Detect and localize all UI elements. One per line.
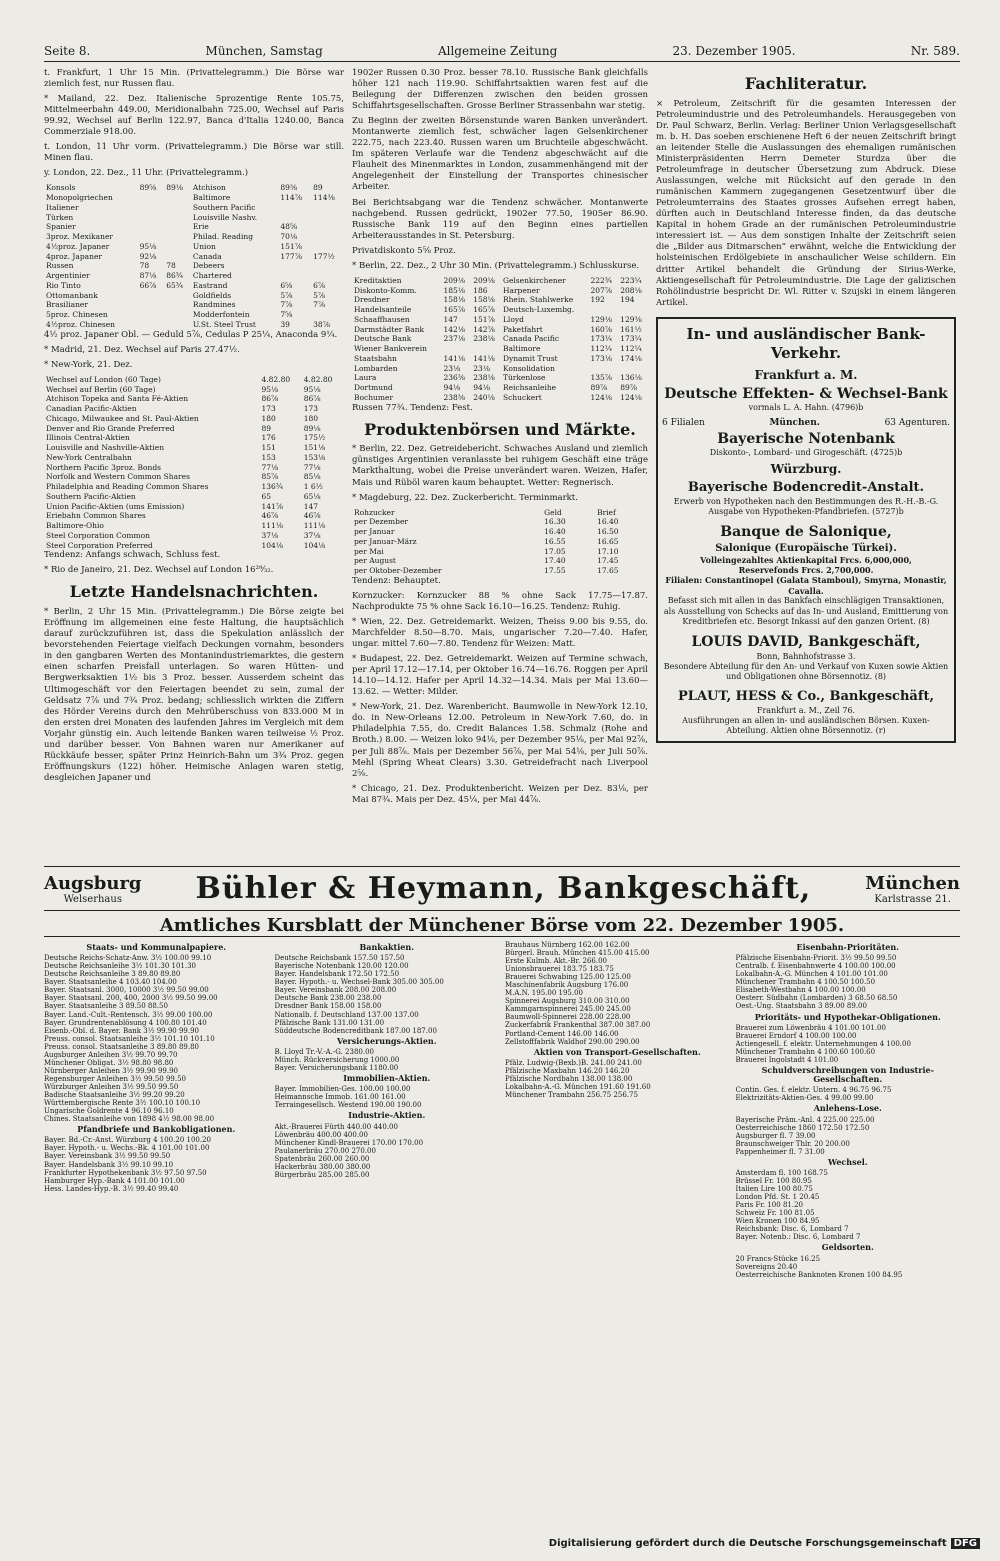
list-item: Württembergische Rente 3½ 100.10 100.10 xyxy=(44,1099,201,1108)
table-row: Wiener Bankverein Baltimore 112¼ 112¼ xyxy=(354,344,642,354)
ad4-capital: Volleingezahltes Aktienkapital Frcs. 6,000,000, xyxy=(700,554,912,565)
list-item: Portland-Cement 146.00 146.00 xyxy=(505,1029,619,1038)
ad4-sub: Salonique (Europäische Türkei). xyxy=(715,542,897,554)
table-row: Louisville and Nashville-Aktien 151 151⅛ xyxy=(46,443,326,453)
list-item: Augsburger Anleihen 3½ 99.70 99.70 xyxy=(44,1050,178,1059)
page-header xyxy=(44,44,960,62)
ad3-name: Bayerische Bodencredit-Anstalt. xyxy=(687,479,925,495)
london-telegram: y. London, 22. Dez., 11 Uhr. (Privattelegramm.) xyxy=(44,168,249,179)
table-row: Rio Tinto 66⅞ 65¾ Eastrand 6⅝ 6⅞ xyxy=(46,280,326,290)
table-row: Illinois Central-Aktien 176 175½ xyxy=(46,433,326,443)
bank-banner xyxy=(44,866,960,911)
list-item: Süddeutsche Bodencreditbank 187.00 187.00 xyxy=(274,1026,437,1035)
sugar-tendency: Tendenz: Behauptet. xyxy=(352,575,441,586)
table-row: per Januar 16.40 16.50 xyxy=(354,527,619,537)
table-row: Atchison Topeka and Santa Fé-Aktien 86⅞ 86⅞ xyxy=(46,394,321,404)
ad4-text: Befasst sich mit allen in das Bankfach einschlägigen Transaktionen, als Ausstellung von Schecks auf das In- und Ausland, Emittierung von Kreditbriefen etc. Besorgt Inkassi auf den ganzen Orient. (8) xyxy=(663,596,949,626)
list-item: Dresdner Bank 158.00 158.00 xyxy=(274,1002,382,1011)
table-row: Laura 236⅜ 238⅛ Türkenlose 135⅞ 136⅛ xyxy=(354,373,642,383)
list-item: Bürgerl. Brauh. München 415.00 415.00 xyxy=(505,949,650,958)
kursblatt-title: Amtliches Kursblatt der Münchener Börse vom 22. Dezember 1905. xyxy=(44,915,960,937)
list-item: Bayer. Staatsanl. 3000, 10000 3½ 99.50 99.00 xyxy=(44,986,209,995)
list-item: Preuss. consol. Staatsanleihe 3 89.80 89.80 xyxy=(44,1042,200,1051)
newyork-heading: * New-York, 21. Dez. xyxy=(44,359,133,370)
column-3 xyxy=(656,68,956,858)
list-item: Schweiz Fr. 100 81.05 xyxy=(735,1209,815,1218)
list-item: Bayer. Grundrentenablösung 4 100.80 101.40 xyxy=(44,1018,207,1027)
list-item: Hackerbräu 380.00 380.00 xyxy=(274,1162,371,1171)
list-item: Bayerische Notenbank 120.00 120.00 xyxy=(274,962,409,971)
banner-center: Bühler & Heymann, Bankgeschäft, xyxy=(195,871,812,906)
list-item: Augsburger fl. 7 39.00 xyxy=(735,1131,816,1140)
russen-note: Russen 77¾. Tendenz: Fest. xyxy=(352,402,473,413)
list-item: Deutsche Bank 238.00 238.00 xyxy=(274,994,382,1003)
ad5-name: LOUIS DAVID, Bankgeschäft, xyxy=(691,634,921,651)
table-row: Lombarden 23⅛ 23⅛ Konsolidation xyxy=(354,363,555,373)
table-row: Chicago, Milwaukee and St. Paul-Aktien 180 180 xyxy=(46,413,319,423)
list-item: Oesterr. Südbahn (Lombarden) 3 68.50 68.50 xyxy=(735,994,898,1003)
table-row: Türken Louisville Nashv. xyxy=(46,212,258,222)
table-row: Darmstädter Bank 142⅛ 142⅞ Paketfahrt 160⅞ 161½ xyxy=(354,324,642,334)
ad3-city: Würzburg. xyxy=(770,462,842,477)
list-item: Oest.-Ung. Staatsbahn 3 89.00 89.00 xyxy=(735,1002,867,1011)
section-title-latest: Letzte Handelsnachrichten. xyxy=(69,582,319,602)
berlin-closing-heading: * Berlin, 22. Dez., 2 Uhr 30 Min. (Privattelegramm.) Schlusskurse. xyxy=(352,260,640,271)
page-number: Seite 8. xyxy=(44,44,91,58)
kursblatt-col-4: Eisenbahn-Prioritäten. Pfälzische Eisenbahn-Priorit. 3½ 99.50 99.50 Centralb. f. Eisenbahnwerte 4 100.00 100.00 Lokalbahn-A.-G. München 4 101.00 101.00 Münchener Trambahn 4 100.50 100.50 Elisabeth-Westbahn 4 100.00 100.00 Oesterr. Südbahn (Lombarden) 3 68.50 68.50 Oest.-Ung. Staatsbahn 3 89.00 89.00 Prioritäts- und Hypothekar-Obligationen. Brauerei zum Löwenbräu 4 101.00 101.00 Brauerei Erndorf 4 100.00 100.00 Actiengesell. f. elektr. Unternehmungen 4 100.00 Münchener Trambahn 4 100.60 100.60 Brauerei Ingolstadt 4 101.00 Schuldverschreibungen von Industrie-Gesellschaften. Contin. Ges. f. elektr. Untern. 4 96.75 96.75 Elektrizitäts-Aktien-Ges. 4 99.00 99.00 Anlehens-Lose. Bayerische Präm.-Anl. 4 225.00 225.00 Oesterreichische 1860 172.50 172.50 Augsburger fl. 7 39.00 Braunschweiger Thlr. 20 200.00 Pappenheimer fl. 7 31.00 Wechsel. Amsterdam fl. 100 168.75 Brüssel Fr. 100 80.95 Italien Lire 100 80.75 London Pfd. St. 1 20.45 Paris Fr. 100 81.20 Schweiz Fr. 100 81.05 Wien Kronen 100 84.95 Reichsbank: Disc. 6, Lombard 7 Bayer. Notenb.: Disc. 6, Lombard 7 Geldsorten. 20 Francs-Stücke 16.25 Sovereigns 20.40 Oesterreichische Banknoten Kronen 100 84.95 xyxy=(736,941,961,1421)
table-row: Union Pacific-Aktien (ums Emission) 141⅞ 147 xyxy=(46,501,319,511)
table-row: Italiener Southern Pacific xyxy=(46,202,256,212)
kursblatt-col-2: Bankaktien. Deutsche Reichsbank 157.50 157.50 Bayerische Notenbank 120.00 120.00 Bayer. Handelsbank 172.50 172.50 Bayer. Hypoth.- u. Wechsel-Bank 305.00 305.00 Bayer. Vereinsbank 208.00 208.00 Deutsche Bank 238.00 238.00 Dresdner Bank 158.00 158.00 Nationalb. f. Deutschland 137.00 137.00 Pfälzische Bank 131.00 131.00 Süddeutsche Bodencreditbank 187.00 187.00 Versicherungs-Aktien. B. Lloyd Tr.-V.-A.-G. 2380.00 Münch. Rückversicherung 1000.00 Bayer. Versicherungsbank 1180.00 Immobilien-Aktien. Bayer. Immobilien-Ges. 100.00 100.00 Heimannsche Immob. 161.00 161.00 Terraingesellsch. Westend 190.00 190.00 Industrie-Aktien. Akt.-Brauerei Fürth 440.00 440.00 Löwenbräu 400.00 400.00 Münchener Kindl-Brauerei 170.00 170.00 Paulanerbräu 270.00 270.00 Spatenbräu 260.00 260.00 Hackerbräu 380.00 380.00 Bürgerbräu 285.00 285.00 xyxy=(275,941,500,1421)
list-item: Pfälzische Eisenbahn-Priorit. 3½ 99.50 99.50 xyxy=(735,954,897,963)
ad2-right: 63 Agenturen. xyxy=(884,417,950,428)
section-title-literature: Fachliteratur. xyxy=(744,74,868,93)
table-row: Philadelphia and Reading Common Shares 136¾ 1 6½ xyxy=(46,482,323,492)
ad2-left: 6 Filialen xyxy=(662,417,705,428)
list-item: Lokalbahn-A.-G. München 4 101.00 101.00 xyxy=(735,970,888,979)
list-item: Akt.-Brauerei Fürth 440.00 440.00 xyxy=(274,1122,398,1131)
table-row: Staatsbahn 141⅛ 141⅛ Dynamit Trust 173⅛ 174⅛ xyxy=(354,353,642,363)
ad4-branches: Filialen: Constantinopel (Galata Stamboul), Smyrna, Monastir, Cavalla. xyxy=(665,575,947,596)
table-row: Argentinier 87⅛ 86¾ Chartered xyxy=(46,271,232,281)
digitization-footer: Digitalisierung gefördert durch die Deutsche Forschungsgemeinschaft DFG xyxy=(549,1538,980,1549)
list-item: Paulanerbräu 270.00 270.00 xyxy=(274,1146,376,1155)
list-item: Münchener Kindl-Brauerei 170.00 170.00 xyxy=(274,1138,424,1147)
table-row: per August 17.40 17.45 xyxy=(354,556,619,566)
table-row: Steel Corporation Common 37⅛ 37⅛ xyxy=(46,530,321,540)
issue-date: 23. Dezember 1905. xyxy=(672,44,796,58)
table-row: 4proz. Japaner 92⅛ Canada 177⅞ 177½ xyxy=(46,251,335,261)
berlin-report: * Berlin, 2 Uhr 15 Min. (Privattelegramm.) Die Börse zeigte bei Eröffnung im allgemeinen eine feste Haltung, die hauptsächlich darauf zurückzuführen ist, dass die Spekulation anlässlich der bevorstehenden Feiertage vielfach Deckungen vornahm, besonders in den gangbaren Werten des Montanindustriemarktes, die gestern einen scharfen Preisfall unterlagen. So waren Hütten- und Bergwerksaktien 1½ bis 3 Proz. besser. Ausserdem scheint das Ultimogeschäft vor den Feiertagen beendet zu sein, zumal der Geldsatz 7⅞ und 7¾ Proz. bedang; schliesslich wirkten die Ziffern des Hörder Vereins durch den Mehrüberschuss von 833.000 M in den ersten drei Monaten des laufenden Jahres im Vergleich mit dem Vorjahr günstig ein. Auch leitende Banken waren teilweise ½ Proz. und darüber besser. Von Bahnen waren nur Amerikaner auf Rückkäufe besser, später Prinz Heinrich-Bahn um 3¾ Proz. gegen Eröffnungskurs (122) höher. Heimische Anlagen waren stetig, desgleichen Japaner und xyxy=(44,607,344,783)
table-row: Brasilianer Randmines 7⅞ 7⅞ xyxy=(46,300,326,310)
list-item: Eisenb.-Obl. d. Bayer. Bank 3½ 99.90 99.90 xyxy=(44,1026,200,1035)
list-item: Pappenheimer fl. 7 31.00 xyxy=(735,1147,825,1156)
list-item: Pfälzische Nordbahn 138.00 138.00 xyxy=(505,1074,633,1083)
list-item: Pfälz. Ludwig-(Bexb.)B. 241.00 241.00 xyxy=(505,1058,642,1067)
list-item: Bayer. Vereinsbank 208.00 208.00 xyxy=(274,986,397,995)
table-row: Wechsel auf Berlin (60 Tage) 95⅛ 95⅛ xyxy=(46,384,321,394)
ad4-reserve: Reservefonds Frcs. 2,700,000. xyxy=(738,564,874,575)
ad6-name: PLAUT, HESS & Co., Bankgeschäft, xyxy=(678,688,934,704)
list-item: Centralb. f. Eisenbahnwerte 4 100.00 100.00 xyxy=(735,962,896,971)
list-item: Heimannsche Immob. 161.00 161.00 xyxy=(274,1093,406,1102)
list-item: Bayer. Land.-Cult.-Rentensch. 3½ 99.00 100.00 xyxy=(44,1010,213,1019)
private-discount: Privatdiskonto 5⅝ Proz. xyxy=(352,245,456,256)
list-item: Paris Fr. 100 81.20 xyxy=(735,1201,803,1210)
ad5-text: Besondere Abteilung für den An- und Verkauf von Kuxen sowie Aktien und Obligationen ohne Börsennotiz. (8) xyxy=(663,661,949,682)
table-row: Canadian Pacific-Aktien 173 173 xyxy=(46,404,319,414)
list-item: Bayer. Staatsanleihe 4 103.40 104.00 xyxy=(44,978,177,987)
berlin-closing: Bei Berichtsabgang war die Tendenz schwächer. Montanwerte nachgebend. Russen gedrückt, 1902er 77.50, 1905er 86.90. Russische Bank 119 auf den Beginn eines partiellen Arbeiterausstandes in St. Petersburg. xyxy=(352,197,648,241)
table-row: Diskonto-Komm. 185⅛ 186 Harpener 207⅞ 208⅛ xyxy=(354,285,642,295)
list-item: Bayer. Staatsanl. 200, 400, 2000 3½ 99.50 99.00 xyxy=(44,994,218,1003)
list-item: Münchener Trambahn 4 100.60 100.60 xyxy=(735,1047,876,1056)
madrid-report: * Madrid, 21. Dez. Wechsel auf Paris 27.47½. xyxy=(44,344,240,355)
newyork-goods: * New-York, 21. Dez. Warenbericht. Baumwolle in New-York 12.10, do. in New-Orleans 12.00. Petroleum in New-York 7.60, do. in Philadelphia 7.55, do. Credit Balances 1.58. Schmalz (Rohe and Broth.) 8.00. — Weizen loko 94⅛, per Dezember 95⅛, per Mai 92⅞, per Juli 88⅞. Mais per Dezember 56⅞, per Mai 54⅛, per Juli 50⅞. Mehl (Spring Wheat Clears) 3.30. Getreidefracht nach Liverpool 2⅝. xyxy=(352,702,648,779)
list-item: Bayer. Immobilien-Ges. 100.00 100.00 xyxy=(274,1085,411,1094)
berlin-table xyxy=(352,276,648,403)
masthead: Allgemeine Zeitung xyxy=(437,44,558,58)
list-item: Frankfurter Hypothekenbank 3½ 97.50 97.50 xyxy=(44,1168,207,1177)
banner-right: München Karlstrasse 21. xyxy=(865,872,960,905)
list-item: Bayer. Handelsbank 3½ 99.10 99.10 xyxy=(44,1160,174,1169)
ad-heading: In- und ausländischer Bank-Verkehr. xyxy=(686,324,926,363)
list-item: Brauerei zum Löwenbräu 4 101.00 101.00 xyxy=(735,1023,886,1032)
ad1-name: Deutsche Effekten- & Wechsel-Bank xyxy=(664,386,948,403)
list-item: Chines. Staatsanleihe von 1898 4½ 98.00 98.00 xyxy=(44,1115,215,1124)
petroleum-review: × Petroleum, Zeitschrift für die gesamten Interessen der Petroleumindustrie und des Petroleumhandels. Herausgegeben von Dr. Paul Schwarz, Berlin. Verlag: Berliner Union Verlagsgesellschaft m. b. H. Das soeben erschienene Heft 6 der neuen Zeitschrift bringt an leitender Stelle die Auslassungen des ehemaligen rumänischen Ministerpräsidenten Herrn Demeter Sturdza über die Petroleumfrage in deutscher Übersetzung zum Abdruck. Diese Auslassungen, welche mit Rücksicht auf den gerade in den rumänischen Kammern zugegangenen Gesetzentwurf über die Petroleumterrains des Staates grosses Aufsehen erregt haben, dürften auch in Deutschland Interesse finden, da das deutsche Kapital in hohem Grade an der rumänischen Petroleumindustrie interessiert ist. — Aus dem sonstigen Inhalte der Zeitschrift seien die „Bilder aus Ditmarschen“ erwähnt, welche die Entwicklung der holsteinischen Erdölgebiete in anschaulicher Weise schildern. Ein dritter Artikel behandelt die Gründung der Sirius-Werke, Aktiengesellschaft für Petroleumindustrie. Die Lage der galizischen Rohölindustrie bespricht Dr. Wl. Ritter v. Szujski in einem längeren Artikel. xyxy=(656,98,956,308)
list-item: Nürnberger Anleihen 3½ 99.90 99.90 xyxy=(44,1066,178,1075)
table-row: Eriebahn Common Shares 46⅞ 46⅞ xyxy=(46,511,321,521)
chicago-produce: * Chicago, 21. Dez. Produktenbericht. Weizen per Dez. 83⅛, per Mai 87¾. Mais per Dez. 45¼, per Mai 44⅞. xyxy=(352,783,648,805)
list-item: Bayer. Vereinsbank 3½ 99.50 99.50 xyxy=(44,1152,171,1161)
list-item: Preuss. consol. Staatsanleihe 3½ 101.10 101.10 xyxy=(44,1034,215,1043)
table-row: 5proz. Chinesen Modderfontein 7⅝ xyxy=(46,310,293,320)
list-item: Bayer. Hypoth.- u. Wechsel-Bank 305.00 305.00 xyxy=(274,978,444,987)
list-item: Actiengesell. f. elektr. Unternehmungen 4 100.00 xyxy=(735,1039,911,1048)
table-row: Southern Pacific-Aktien 65 65⅛ xyxy=(46,491,321,501)
table-row: Ottomanbank Goldfields 5⅞ 5⅞ xyxy=(46,290,326,300)
section-title-produce: Produktenbörsen und Märkte. xyxy=(364,419,636,439)
table-row: Norfolk and Western Common Shares 85⅞ 85⅛ xyxy=(46,472,321,482)
newspaper-page xyxy=(44,44,960,1514)
list-item: Deutsche Reichs-Schatz-Anw. 3½ 100.00 99.10 xyxy=(44,954,212,963)
list-item: Deutsche Reichsanleihe 3 89.80 89.80 xyxy=(44,970,181,979)
table-row: per Dezember 16.30 16.40 xyxy=(354,517,619,527)
table-row: Schaaffhausen 147 151⅞ Lloyd 129⅛ 129⅜ xyxy=(354,314,642,324)
dfg-logo: DFG xyxy=(951,1538,980,1549)
table-row: Russen 78 78 Debeers xyxy=(46,261,225,271)
list-item: Bayer. Notenb.: Disc. 6, Lombard 7 xyxy=(735,1233,861,1242)
ad3-sub: Erwerb von Hypotheken nach den Bestimmungen des R.-H.-B.-G. Ausgabe von Hypotheken-Pfandbriefen. (5727)b xyxy=(673,496,939,516)
list-item: London Pfd. St. 1 20.45 xyxy=(735,1193,820,1202)
bank-advertisements xyxy=(656,317,956,743)
list-item: Elektrizitäts-Aktien-Ges. 4 99.00 99.00 xyxy=(735,1094,874,1103)
list-item: Sovereigns 20.40 xyxy=(735,1262,798,1271)
list-item: Badische Staatsanleihe 3½ 99.20 99.20 xyxy=(44,1090,185,1099)
table-row: Dortmund 94⅛ 94⅛ Reichsanleihe 89⅞ 89⅞ xyxy=(354,383,638,393)
list-item: Bayer. Hypoth.- u. Wechs.-Bk. 4 101.00 101.00 xyxy=(44,1144,210,1153)
list-item: Lokalbahn-A.-G. München 191.60 191.60 xyxy=(505,1082,651,1091)
tendency-note: Tendenz: Anfangs schwach, Schluss fest. xyxy=(44,550,221,561)
list-item: Erste Kulmb. Akt.-Br. 266.00 xyxy=(505,957,607,966)
table-row: Rohzucker Geld Brief xyxy=(354,507,616,517)
list-item: Brüssel Fr. 100 80.95 xyxy=(735,1177,812,1186)
table-row: Denver and Rio Grande Preferred 89 89⅛ xyxy=(46,423,321,433)
list-item: Terraingesellsch. Westend 190.00 190.00 xyxy=(274,1101,422,1110)
ad4-name: Banque de Salonique, xyxy=(720,524,892,541)
list-item: Braunschweiger Thlr. 20 200.00 xyxy=(735,1139,850,1148)
table-row: per Mai 17.05 17.10 xyxy=(354,546,619,556)
dateline: München, Samstag xyxy=(205,44,323,58)
table-row: per Januar-März 16.55 16.65 xyxy=(354,536,619,546)
list-item: Münchener Trambahn 4 100.50 100.50 xyxy=(735,978,876,987)
magdeburg-heading: * Magdeburg, 22. Dez. Zuckerbericht. Terminmarkt. xyxy=(352,492,578,503)
table-row: per Oktober-Dezember 17.55 17.65 xyxy=(354,566,619,576)
list-item: Bayerische Präm.-Anl. 4 225.00 225.00 xyxy=(735,1115,875,1124)
ad6-text: Ausführungen an allen in- und ausländischen Börsen. Kuxen-Abteilung. Aktien ohne Börsennotiz. (r) xyxy=(682,715,930,736)
list-item: Elisabeth-Westbahn 4 100.00 100.00 xyxy=(735,986,866,995)
kursblatt xyxy=(44,941,960,1421)
list-item: M.A.N. 195.00 195.00 xyxy=(505,989,584,998)
list-item: Oesterreichische 1860 172.50 172.50 xyxy=(735,1123,870,1132)
berlin-second-hour: Zu Beginn der zweiten Börsenstunde waren Banken unverändert. Montanwerte ziemlich fest, schwächer lagen Gelsenkirchener 222.75, nach 223.40. Russen waren um Bruchteile abgeschwächt. Im späteren Verlaufe war die Tendenz abgeschwächt auf die Flauheit des Minenmarktes in London, zusammenhängend mit der Angelegenheit der Einstellung der Transportes chinesischer Arbeiter. xyxy=(352,116,648,193)
kursblatt-col-1: Staats- und Kommunalpapiere. Deutsche Reichs-Schatz-Anw. 3½ 100.00 99.10 Deutsche Reichsanleihe 3½ 101.30 101.30 Deutsche Reichsanleihe 3 89.80 89.80 Bayer. Staatsanleihe 4 103.40 104.00 Bayer. Staatsanl. 3000, 10000 3½ 99.50 99.00 Bayer. Staatsanl. 200, 400, 2000 3½ 99.50 99.00 Bayer. Staatsanleihe 3 89.50 88.50 Bayer. Land.-Cult.-Rentensch. 3½ 99.00 100.00 Bayer. Grundrentenablösung 4 100.80 101.40 Eisenb.-Obl. d. Bayer. Bank 3½ 99.90 99.90 Preuss. consol. Staatsanleihe 3½ 101.10 101.10 Preuss. consol. Staatsanleihe 3 89.80 89.80 Augsburger Anleihen 3½ 99.70 99.70 Münchener Obligat. 3½ 98.80 98.80 Nürnberger Anleihen 3½ 99.90 99.90 Regensburger Anleihen 3½ 99.50 99.50 Würzburger Anleihen 3½ 99.50 99.50 Badische Staatsanleihe 3½ 99.20 99.20 Württembergische Rente 3½ 100.10 100.10 Ungarische Goldrente 4 96.10 96.10 Chines. Staatsanleihe von 1898 4½ 98.00 98.00 Pfandbriefe und Bankobligationen. Bayer. Bd.-Cr.-Anst. Würzburg 4 100.20 100.20 Bayer. Hypoth.- u. Wechs.-Bk. 4 101.00 101.00 Bayer. Vereinsbank 3½ 99.50 99.50 Bayer. Handelsbank 3½ 99.10 99.10 Frankfurter Hypothekenbank 3½ 97.50 97.50 Hamburger Hyp.-Bank 4 101.00 101.00 Hess. Landes-Hyp.-B. 3½ 99.40 99.40 xyxy=(44,941,269,1421)
table-row: Kreditaktien 209⅛ 209⅛ Gelsenkirchener 222¾ 223¼ xyxy=(354,275,642,285)
ad2-name: Bayerische Notenbank xyxy=(717,430,895,447)
list-item: Unionsbrauerei 183.75 183.75 xyxy=(505,965,614,974)
column-1 xyxy=(44,68,344,858)
list-item: Contin. Ges. f. elektr. Untern. 4 96.75 96.75 xyxy=(735,1086,892,1095)
table-row: Deutsche Bank 237⅛ 238⅛ Canada Pacific 173¼ 173¼ xyxy=(354,334,642,344)
list-item: Brauhaus Nürnberg 162.00 162.00 xyxy=(505,941,630,949)
table-row: Konsols 89⅝ 89⅛ Atchison 89⅜ 89 xyxy=(46,183,323,193)
list-item: Regensburger Anleihen 3½ 99.50 99.50 xyxy=(44,1074,187,1083)
table-row: Wechsel auf London (60 Tage) 4.82.80 4.82.80 xyxy=(46,374,333,384)
kursblatt-col-3: Brauhaus Nürnberg 162.00 162.00 Bürgerl. Brauh. München 415.00 415.00 Erste Kulmb. Akt.-Br. 266.00 Unionsbrauerei 183.75 183.75 Brauerei Schwabing 125.00 125.00 Maschinenfabrik Augsburg 176.00 M.A.N. 195.00 195.00 Spinnerei Augsburg 310.00 310.00 Kammgarnspinnerei 245.00 245.00 Baumwoll-Spinnerei 228.00 228.00 Zuckerfabrik Frankenthal 387.00 387.00 Portland-Cement 146.00 146.00 Zellstofffabrik Waldhof 290.00 290.00 Aktien von Transport-Gesellschaften. Pfälz. Ludwig-(Bexb.)B. 241.00 241.00 Pfälzische Maxbahn 146.20 146.20 Pfälzische Nordbahn 138.00 138.00 Lokalbahn-A.-G. München 191.60 191.60 Münchener Trambahn 256.75 256.75 xyxy=(505,941,730,1421)
ad2-sub: Diskonto-, Lombard- und Girogeschäft. (4725)b xyxy=(709,447,903,457)
list-item: Pfälzische Maxbahn 146.20 146.20 xyxy=(505,1066,630,1075)
london-table xyxy=(44,183,344,329)
frankfurt-report: t. Frankfurt, 1 Uhr 15 Min. (Privattelegramm.) Die Börse war ziemlich fest, nur Russen flau. xyxy=(44,68,344,90)
list-item: Würzburger Anleihen 3½ 99.50 99.50 xyxy=(44,1082,179,1091)
vienna-grain: * Wien, 22. Dez. Getreidemarkt. Weizen, Theiss 9.00 bis 9.55, do. Marchfelder 8.50—8.70. Mais, ungarischer 7.20—7.40. Hafer, ungar. mittel 7.60—7.80. Tendenz für Weizen: Matt. xyxy=(352,617,648,650)
list-item: Bayer. Bd.-Cr.-Anst. Würzburg 4 100.20 100.20 xyxy=(44,1136,211,1145)
table-row: 4½proz. Japaner 95⅛ Union 151⅞ xyxy=(46,241,302,251)
list-item: Pfälzische Bank 131.00 131.00 xyxy=(274,1018,385,1027)
list-item: Brauerei Schwabing 125.00 125.00 xyxy=(505,973,631,982)
list-item: 20 Francs-Stücke 16.25 xyxy=(735,1254,821,1263)
budapest-grain: * Budapest, 22. Dez. Getreidemarkt. Weizen auf Termine schwach, per April 17.12—17.14, per Oktober 16.74—16.76. Roggen per April 14.10—14.12. Hafer per April 14.32—14.34. Mais per Mai 13.60—13.62. — Wetter: Milder. xyxy=(352,654,648,698)
table-row: Monopolgriechen Baltimore 114⅞ 114⅜ xyxy=(46,193,335,203)
table-row: Handelsanteile 165⅞ 165⅞ Deutsch-Luxembg. xyxy=(354,305,575,315)
banner-left: Augsburg Welserhaus xyxy=(44,872,142,905)
list-item: Bürgerbräu 285.00 285.00 xyxy=(274,1170,370,1179)
list-item: Spatenbräu 260.00 260.00 xyxy=(274,1154,370,1163)
kornzucker: Kornzucker: Kornzucker 88 % ohne Sack 17.75—17.87. Nachprodukte 75 % ohne Sack 16.10—16.25. Tendenz: Ruhig. xyxy=(352,590,648,612)
list-item: Amsterdam fl. 100 168.75 xyxy=(735,1169,828,1178)
ad1-city: Frankfurt a. M. xyxy=(754,367,858,382)
berlin-grain: * Berlin, 22. Dez. Getreidebericht. Schwaches Ausland und ziemlich günstiges Argentinien veranlasste bei ruhigem Geschäft eine träge Markthaltung, wobei die Preise unverändert waren. Weizen, Hafer, Mais und Rüböl waren kaum behauptet. Wetter: Regnerisch. xyxy=(352,444,648,488)
table-row: Baltimore-Ohio 111⅛ 111⅛ xyxy=(46,521,326,531)
list-item: Baumwoll-Spinnerei 228.00 228.00 xyxy=(505,1013,631,1022)
list-item: Bayer. Versicherungsbank 1180.00 xyxy=(274,1063,399,1072)
ad1-sub: vormals L. A. Hahn. (4796)b xyxy=(748,403,864,413)
newyork-table xyxy=(44,375,344,551)
list-item: Oesterreichische Banknoten Kronen 100 84.95 xyxy=(735,1270,903,1279)
issue-number: Nr. 589. xyxy=(910,44,960,58)
table-row: Dresdner 158⅛ 158⅛ Rhein. Stahlwerke 192 194 xyxy=(354,295,635,305)
list-item: Brauerei Ingolstadt 4 101.00 xyxy=(735,1055,839,1064)
table-row: New-York Centralbahn 153 153⅛ xyxy=(46,452,326,462)
list-item: Zellstofffabrik Waldhof 290.00 290.00 xyxy=(505,1037,640,1046)
list-item: B. Lloyd Tr.-V.-A.-G. 2380.00 xyxy=(274,1047,374,1056)
berlin-continued: 1902er Russen 0.30 Proz. besser 78.10. Russische Bank gleichfalls höher 121 nach 119.90. Schiffahrtsaktien waren fest auf die Beilegung der Differenzen zwischen den beiden grossen Schiffahrtsgesellschaften. Grosse Berliner Strassenbahn war stetig. xyxy=(352,68,648,112)
list-item: Hess. Landes-Hyp.-B. 3½ 99.40 99.40 xyxy=(44,1184,179,1193)
table-row: Steel Corporation Preferred 104⅛ 104⅛ xyxy=(46,540,326,550)
london-report: t. London, 11 Uhr vorm. (Privattelegramm.) Die Börse war still. Minen flau. xyxy=(44,142,344,164)
list-item: Deutsche Reichsanleihe 3½ 101.30 101.30 xyxy=(44,962,196,971)
list-item: Nationalb. f. Deutschland 137.00 137.00 xyxy=(274,1010,419,1019)
milan-report: * Mailand, 22. Dez. Italienische 5prozentige Rente 105.75, Mittelmeerbahn 449.00, Meridionalbahn 725.00, Wechsel auf Paris 99.92, Wechsel auf Berlin 122.97, Banca d'Italia 1240.00, Banca Commerziale 918.00. xyxy=(44,94,344,138)
list-item: Ungarische Goldrente 4 96.10 96.10 xyxy=(44,1107,174,1116)
ad6-city: Frankfurt a. M., Zeil 76. xyxy=(756,705,856,715)
table-row: Spanier Erie 48⅝ xyxy=(46,222,298,232)
list-item: Münchener Obligat. 3½ 98.80 98.80 xyxy=(44,1058,174,1067)
list-item: Münchener Trambahn 256.75 256.75 xyxy=(505,1090,638,1099)
list-item: Brauerei Erndorf 4 100.00 100.00 xyxy=(735,1031,857,1040)
ad2-city: München. xyxy=(769,417,820,428)
sugar-table xyxy=(352,508,648,576)
list-item: Löwenbräu 400.00 400.00 xyxy=(274,1130,368,1139)
table-row: Northern Pacific 3proz. Bonds 77⅛ 77⅛ xyxy=(46,462,321,472)
list-item: Reichsbank: Disc. 6, Lombard 7 xyxy=(735,1225,849,1234)
column-2 xyxy=(352,68,648,858)
rio-report: * Rio de Janeiro, 21. Dez. Wechsel auf London 16²⁹⁄₃₂. xyxy=(44,565,274,576)
list-item: Maschinenfabrik Augsburg 176.00 xyxy=(505,981,629,990)
list-item: Münch. Rückversicherung 1000.00 xyxy=(274,1055,400,1064)
list-item: Bayer. Staatsanleihe 3 89.50 88.50 xyxy=(44,1002,168,1011)
list-item: Hamburger Hyp.-Bank 4 101.00 101.00 xyxy=(44,1176,185,1185)
ad5-city: Bonn, Bahnhofstrasse 3. xyxy=(756,651,856,661)
list-item: Bayer. Handelsbank 172.50 172.50 xyxy=(274,970,400,979)
list-item: Spinnerei Augsburg 310.00 310.00 xyxy=(505,997,630,1006)
list-item: Wien Kronen 100 84.95 xyxy=(735,1217,820,1226)
list-item: Deutsche Reichsbank 157.50 157.50 xyxy=(274,954,405,963)
list-item: Zuckerfabrik Frankenthal 387.00 387.00 xyxy=(505,1021,651,1030)
japan-note: 4½ proz. Japaner Obl. — Geduld 5⅞, Cedulas P 25¼, Anaconda 9¼. xyxy=(44,329,338,340)
list-item: Kammgarnspinnerei 245.00 245.00 xyxy=(505,1005,631,1014)
table-row: Bochumer 238⅜ 240⅛ Schuckert 124⅛ 124⅛ xyxy=(354,392,642,402)
list-item: Italien Lire 100 80.75 xyxy=(735,1185,813,1194)
table-row: 3proz. Mexikaner Philad. Reading 70⅛ xyxy=(46,232,298,242)
table-row: 4½proz. Chinesen U.St. Steel Trust 39 38⅞ xyxy=(46,319,330,329)
